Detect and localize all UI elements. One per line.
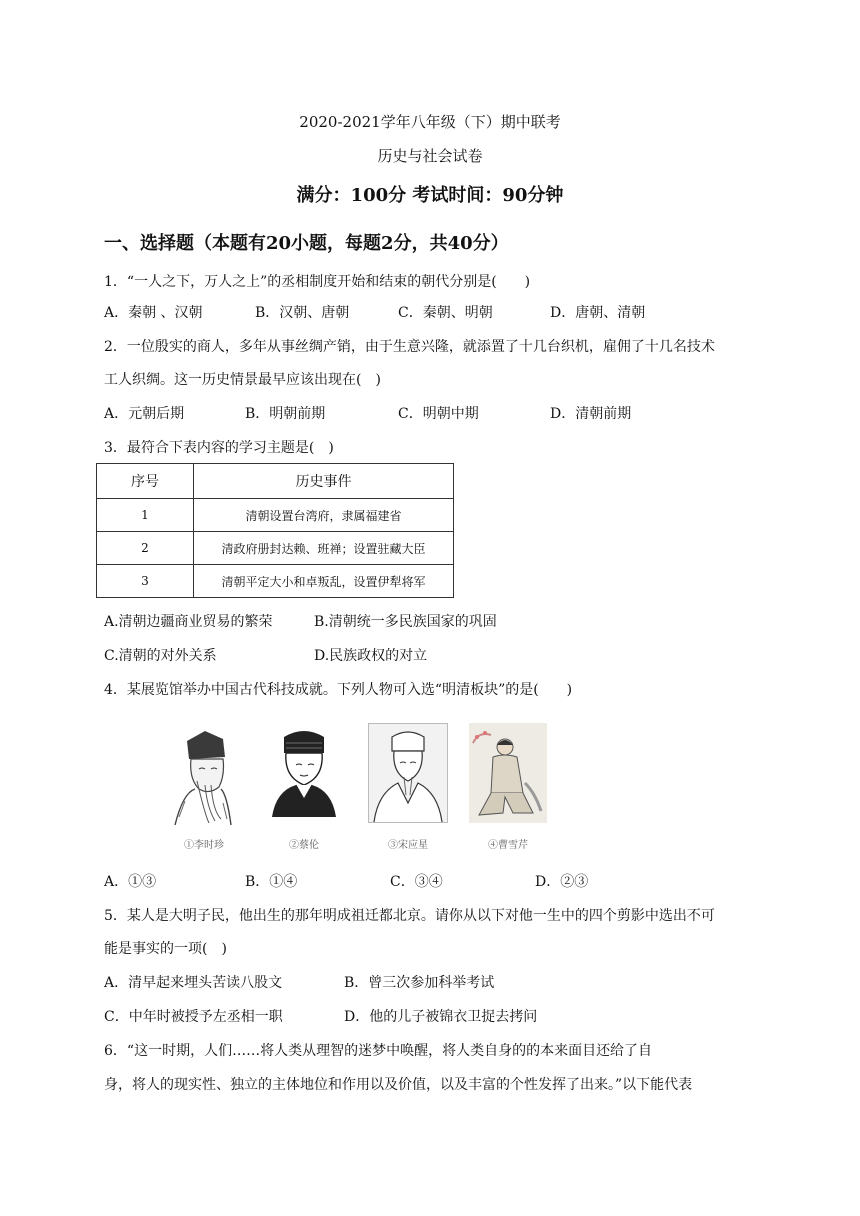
- question-1-option-b: B．汉朝、唐朝: [255, 305, 350, 321]
- table-header-event: 历史事件: [194, 464, 454, 499]
- question-4-option-d: D．②③: [535, 874, 589, 890]
- question-5-stem-line2: 能是事实的一项( ): [104, 941, 227, 957]
- question-1-stem: 1．“一人之下，万人之上”的丞相制度开始和结束的朝代分别是( ): [104, 274, 531, 290]
- question-1-option-d: D．唐朝、清朝: [550, 305, 646, 321]
- question-1-option-c: C．秦朝、明朝: [398, 305, 493, 321]
- question-2-option-c: C．明朝中期: [398, 406, 479, 422]
- table-cell-event: 清朝设置台湾府，隶属福建省: [194, 499, 454, 532]
- table-header-index: 序号: [97, 464, 194, 499]
- table-cell-index: 3: [97, 565, 194, 598]
- question-6-stem-line2: 身，将人的现实性、独立的主体地位和作用以及价值，以及丰富的个性发挥了出来。”以下能代表: [104, 1077, 693, 1093]
- question-2-stem-line1: 2．一位殷实的商人，多年从事丝绸产销，由于生意兴隆，就添置了十几台织机，雇佣了十几名技术: [104, 339, 715, 355]
- question-5-option-a: A．清早起来埋头苦读八股文: [104, 975, 283, 991]
- caption-cao-xueqin: ④曹雪芹: [488, 840, 528, 851]
- question-2-option-a: A．元朝后期: [104, 406, 185, 422]
- question-2-stem-line2: 工人织绸。这一历史情景最早应该出现在( ): [104, 372, 381, 388]
- question-4-option-c: C．③④: [390, 874, 443, 890]
- table-cell-event: 清政府册封达赖、班禅；设置驻藏大臣: [194, 532, 454, 565]
- question-4-stem: 4．某展览馆举办中国古代科技成就。下列人物可入选“明清板块”的是( ): [104, 682, 573, 698]
- question-5-option-b: B．曾三次参加科举考试: [344, 975, 495, 991]
- question-3-option-c: C.清朝的对外关系: [104, 648, 217, 664]
- question-2-option-d: D．清朝前期: [550, 406, 632, 422]
- table-cell-index: 2: [97, 532, 194, 565]
- caption-li-shizhen: ①李时珍: [184, 840, 224, 851]
- exam-subject: 历史与社会试卷: [377, 147, 483, 165]
- question-1-option-a: A．秦朝 、汉朝: [104, 305, 203, 321]
- table-row: [97, 499, 454, 532]
- section-heading: 一、选择题（本题有20小题，每题2分，共40分）: [104, 233, 509, 254]
- question-4-option-b: B．①④: [245, 874, 298, 890]
- question-5-stem-line1: 5．某人是大明子民，他出生的那年明成祖迁都北京。请你从以下对他一生中的四个剪影中选出不可: [104, 908, 715, 924]
- question-5-option-c: C．中年时被授予左丞相一职: [104, 1009, 283, 1025]
- score-time-line: 满分：100分 考试时间：90分钟: [296, 185, 564, 206]
- question-4-option-a: A．①③: [104, 874, 157, 890]
- question-2-option-b: B．明朝前期: [245, 406, 326, 422]
- portrait-cao-xueqin-image: [469, 723, 547, 823]
- table-row: [97, 532, 454, 565]
- question-6-stem-line1: 6．“这一时期，人们……将人类从理智的迷梦中唤醒，将人类自身的的本来面目还给了自: [104, 1043, 653, 1059]
- table-header-row: [97, 464, 454, 499]
- exam-title: 2020-2021学年八年级（下）期中联考: [299, 113, 561, 131]
- table-cell-index: 1: [97, 499, 194, 532]
- question-3-option-a: A.清朝边疆商业贸易的繁荣: [104, 614, 273, 630]
- portrait-cai-lun-image: [268, 727, 340, 819]
- question-3-stem: 3．最符合下表内容的学习主题是( ): [104, 440, 334, 456]
- table-row: [97, 565, 454, 598]
- question-3-option-d: D.民族政权的对立: [314, 648, 428, 664]
- question-3-option-b: B.清朝统一多民族国家的巩固: [314, 614, 497, 630]
- question-5-option-d: D．他的儿子被锦衣卫捉去拷问: [344, 1009, 538, 1025]
- table-cell-event: 清朝平定大小和卓叛乱，设置伊犁将军: [194, 565, 454, 598]
- caption-cai-lun: ②蔡伦: [289, 840, 319, 851]
- portrait-li-shizhen-image: [165, 727, 243, 827]
- events-table: [96, 463, 454, 598]
- caption-song-yingxing: ③宋应星: [388, 840, 428, 851]
- portrait-song-yingxing-image: [368, 723, 448, 823]
